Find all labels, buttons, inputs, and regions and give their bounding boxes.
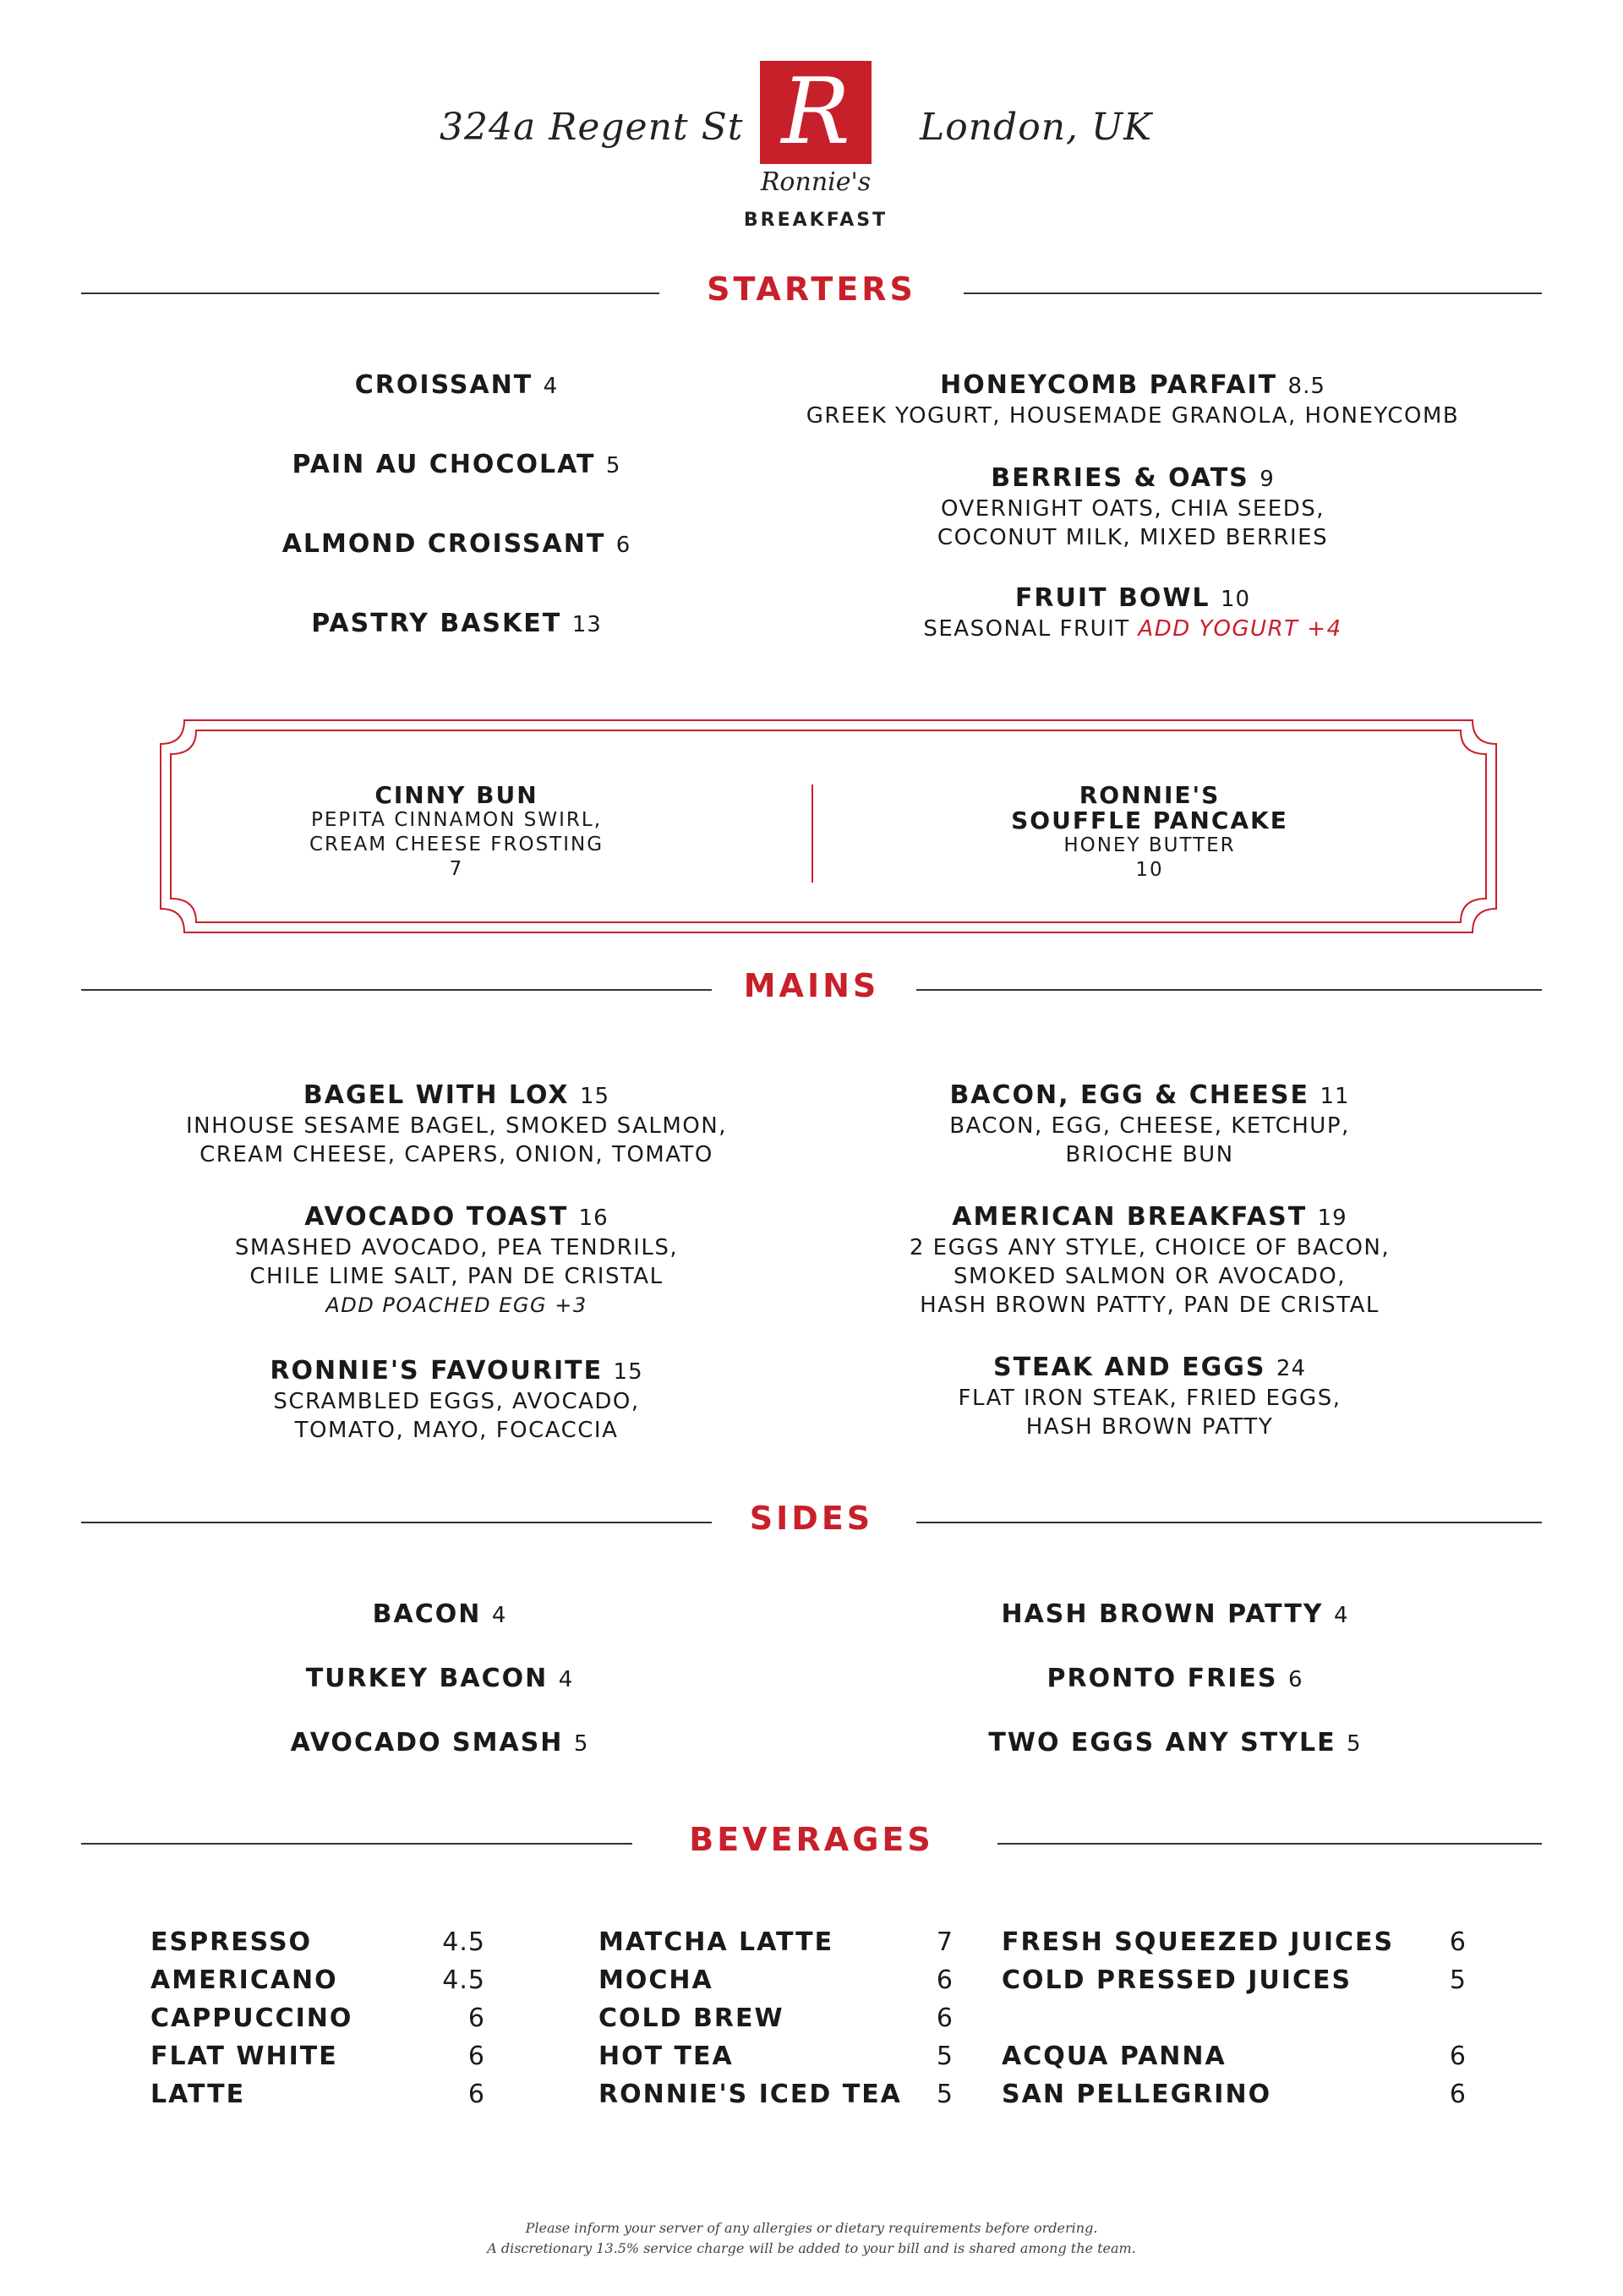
item-price: 16 [578, 1205, 609, 1231]
section-rule-right [916, 989, 1542, 991]
item-price: 4 [491, 1603, 507, 1628]
featured-divider [812, 784, 813, 883]
beverage-name: FRESH SQUEEZED JUICES [1002, 1927, 1395, 1957]
beverage-name: FLAT WHITE [150, 2042, 338, 2071]
address-city: London, UK [920, 106, 1152, 149]
beverage-row [1002, 1965, 1467, 1999]
menu-item [896, 1664, 1454, 1695]
item-name: ALMOND CROISSANT [281, 529, 606, 559]
item-description: SMOKED SALMON OR AVOCADO, [954, 1264, 1346, 1289]
item-description: 2 EGGS ANY STYLE, CHOICE OF BACON, [909, 1235, 1391, 1260]
item-price: 6 [1287, 1667, 1303, 1692]
section-title-sides: SIDES [749, 1500, 874, 1537]
item-price: 24 [1276, 1356, 1307, 1381]
item-name: BACON, EGG & CHEESE [949, 1080, 1309, 1110]
item-name: TURKEY BACON [305, 1664, 549, 1693]
item-price: 4 [1333, 1603, 1349, 1628]
item-name: SOUFFLE PANCAKE [1011, 806, 1288, 834]
item-name: AVOCADO TOAST [304, 1202, 569, 1232]
item-price: 5 [1347, 1731, 1362, 1757]
item-description: COCONUT MILK, MIXED BERRIES [937, 525, 1329, 550]
beverage-name: SAN PELLEGRINO [1002, 2080, 1272, 2109]
beverage-price: 6 [467, 2042, 485, 2071]
item-price: 11 [1320, 1084, 1350, 1109]
item-description: SCRAMBLED EGGS, AVOCADO, [273, 1389, 640, 1414]
item-description: PEPITA CINNAMON SWIRL, [310, 809, 603, 831]
logo-letter: R [781, 59, 850, 165]
beverage-name: COLD PRESSED JUICES [1002, 1965, 1352, 1995]
beverage-name: MATCHA LATTE [598, 1927, 834, 1957]
item-name: RONNIE'S [1079, 781, 1221, 809]
item-name: STEAK AND EGGS [992, 1353, 1266, 1382]
beverage-name: COLD BREW [598, 2004, 784, 2033]
menu-item [744, 370, 1522, 430]
logo-script: Ronnie's [760, 167, 872, 197]
item-price: 8.5 [1287, 374, 1325, 399]
item-description: HASH BROWN PATTY, PAN DE CRISTAL [920, 1293, 1380, 1318]
beverage-name: ACQUA PANNA [1002, 2042, 1227, 2071]
item-description: SEASONAL FRUIT [923, 616, 1130, 642]
beverage-row [598, 2042, 954, 2075]
item-name: BAGEL WITH LOX [303, 1080, 570, 1110]
beverage-row [598, 2080, 954, 2113]
item-price: 5 [573, 1731, 589, 1757]
menu-item [812, 1080, 1488, 1169]
item-name: CINNY BUN [374, 781, 538, 809]
beverage-name: MOCHA [598, 1965, 713, 1995]
item-name: AVOCADO SMASH [290, 1728, 564, 1758]
logo-subtitle: BREAKFAST [743, 210, 888, 231]
beverage-price: 6 [467, 2080, 485, 2109]
item-description: CREAM CHEESE FROSTING [309, 834, 604, 856]
item-price: 10 [1135, 859, 1164, 881]
menu-item [169, 1599, 710, 1631]
item-name: PRONTO FRIES [1046, 1664, 1278, 1693]
section-rule-left [81, 1843, 632, 1845]
featured-item [930, 783, 1369, 883]
item-description: INHOUSE SESAME BAGEL, SMOKED SALMON, [186, 1113, 727, 1139]
item-description: OVERNIGHT OATS, CHIA SEEDS, [940, 496, 1325, 522]
item-name: AMERICAN BREAKFAST [952, 1202, 1308, 1232]
section-rule-right [916, 1522, 1542, 1523]
item-price: 9 [1260, 467, 1275, 492]
section-rule-right [964, 292, 1542, 294]
menu-item [118, 1202, 795, 1320]
item-name: FRUIT BOWL [1014, 583, 1210, 613]
menu-item [169, 1728, 710, 1759]
item-description: BACON, EGG, CHEESE, KETCHUP, [949, 1113, 1350, 1139]
item-description: BRIOCHE BUN [1065, 1142, 1234, 1167]
beverage-price: 6 [1449, 1927, 1467, 1957]
beverage-row [1002, 2080, 1467, 2113]
item-name: TWO EGGS ANY STYLE [988, 1728, 1336, 1758]
item-price: 6 [615, 533, 631, 558]
menu-item [203, 529, 710, 560]
item-price: 7 [449, 858, 464, 880]
menu-item [203, 370, 710, 402]
item-name: BACON [372, 1599, 482, 1629]
beverage-price: 6 [1449, 2042, 1467, 2071]
beverage-name: AMERICANO [150, 1965, 338, 1995]
item-name: CROISSANT [354, 370, 533, 400]
menu-item [744, 583, 1522, 643]
beverage-price: 5 [936, 2042, 954, 2071]
menu-item [118, 1080, 795, 1169]
item-description: SMASHED AVOCADO, PEA TENDRILS, [234, 1235, 679, 1260]
beverage-row [150, 2042, 485, 2075]
beverage-row [1002, 1927, 1467, 1961]
item-description: FLAT IRON STEAK, FRIED EGGS, [958, 1386, 1342, 1411]
item-price: 19 [1317, 1205, 1347, 1231]
beverage-row [598, 2004, 954, 2037]
item-description: GREEK YOGURT, HOUSEMADE GRANOLA, HONEYCOMB [806, 403, 1460, 429]
beverage-price: 6 [467, 2004, 485, 2033]
menu-item [812, 1202, 1488, 1320]
menu-item [203, 450, 710, 481]
footer-allergy-note: Please inform your server of any allergies or dietary requirements before ordering. [525, 2220, 1098, 2236]
item-name: PASTRY BASKET [311, 609, 562, 638]
item-description: CREAM CHEESE, CAPERS, ONION, TOMATO [199, 1142, 713, 1167]
item-name: BERRIES & OATS [991, 463, 1249, 493]
beverage-price: 6 [936, 2004, 954, 2033]
item-price: 15 [580, 1084, 610, 1109]
beverage-row [150, 2004, 485, 2037]
item-price: 4 [543, 374, 559, 399]
section-rule-left [81, 989, 712, 991]
beverage-name: CAPPUCCINO [150, 2004, 353, 2033]
item-price: 5 [605, 453, 621, 478]
featured-item [254, 783, 659, 882]
section-rule-right [997, 1843, 1542, 1845]
beverage-row [150, 2080, 485, 2113]
item-price: 13 [571, 612, 602, 637]
footer-service-note: A discretionary 13.5% service charge will be added to your bill and is shared among the team. [487, 2240, 1136, 2256]
menu-item [169, 1664, 710, 1695]
section-title-beverages: BEVERAGES [689, 1821, 934, 1858]
menu-item [118, 1356, 795, 1445]
section-rule-left [81, 292, 659, 294]
menu-item [744, 463, 1522, 552]
section-title-starters: STARTERS [707, 271, 916, 308]
beverage-row [1002, 2042, 1467, 2075]
item-description: TOMATO, MAYO, FOCACCIA [294, 1418, 619, 1443]
item-price: 4 [558, 1667, 574, 1692]
menu-item [812, 1353, 1488, 1441]
beverage-name: LATTE [150, 2080, 246, 2109]
beverage-price: 7 [936, 1927, 954, 1957]
menu-item [203, 609, 710, 640]
item-price: 10 [1220, 587, 1251, 612]
beverage-price: 4.5 [442, 1927, 485, 1957]
menu-item [896, 1599, 1454, 1631]
beverage-row [598, 1927, 954, 1961]
item-addon: ADD POACHED EGG +3 [325, 1293, 587, 1317]
item-description: CHILE LIME SALT, PAN DE CRISTAL [249, 1264, 664, 1289]
beverage-row [150, 1927, 485, 1961]
item-addon: ADD YOGURT +4 [1138, 616, 1342, 642]
section-title-mains: MAINS [743, 967, 880, 1004]
menu-item [896, 1728, 1454, 1759]
beverage-name: ESPRESSO [150, 1927, 313, 1957]
logo [760, 61, 872, 164]
section-rule-left [81, 1522, 712, 1523]
beverage-name: HOT TEA [598, 2042, 734, 2071]
item-name: PAIN AU CHOCOLAT [292, 450, 596, 479]
beverage-row [598, 1965, 954, 1999]
item-description: HASH BROWN PATTY [1025, 1414, 1274, 1440]
beverage-price: 5 [1449, 1965, 1467, 1995]
beverage-price: 6 [936, 1965, 954, 1995]
item-price: 15 [613, 1359, 643, 1385]
beverage-name: RONNIE'S ICED TEA [598, 2080, 902, 2109]
beverage-price: 5 [936, 2080, 954, 2109]
item-name: HASH BROWN PATTY [1001, 1599, 1324, 1629]
beverage-row [150, 1965, 485, 1999]
item-name: RONNIE'S FAVOURITE [270, 1356, 604, 1386]
item-name: HONEYCOMB PARFAIT [940, 370, 1278, 400]
beverage-price: 6 [1449, 2080, 1467, 2109]
item-description: HONEY BUTTER [1063, 834, 1236, 856]
beverage-price: 4.5 [442, 1965, 485, 1995]
address-street: 324a Regent St [440, 106, 744, 149]
